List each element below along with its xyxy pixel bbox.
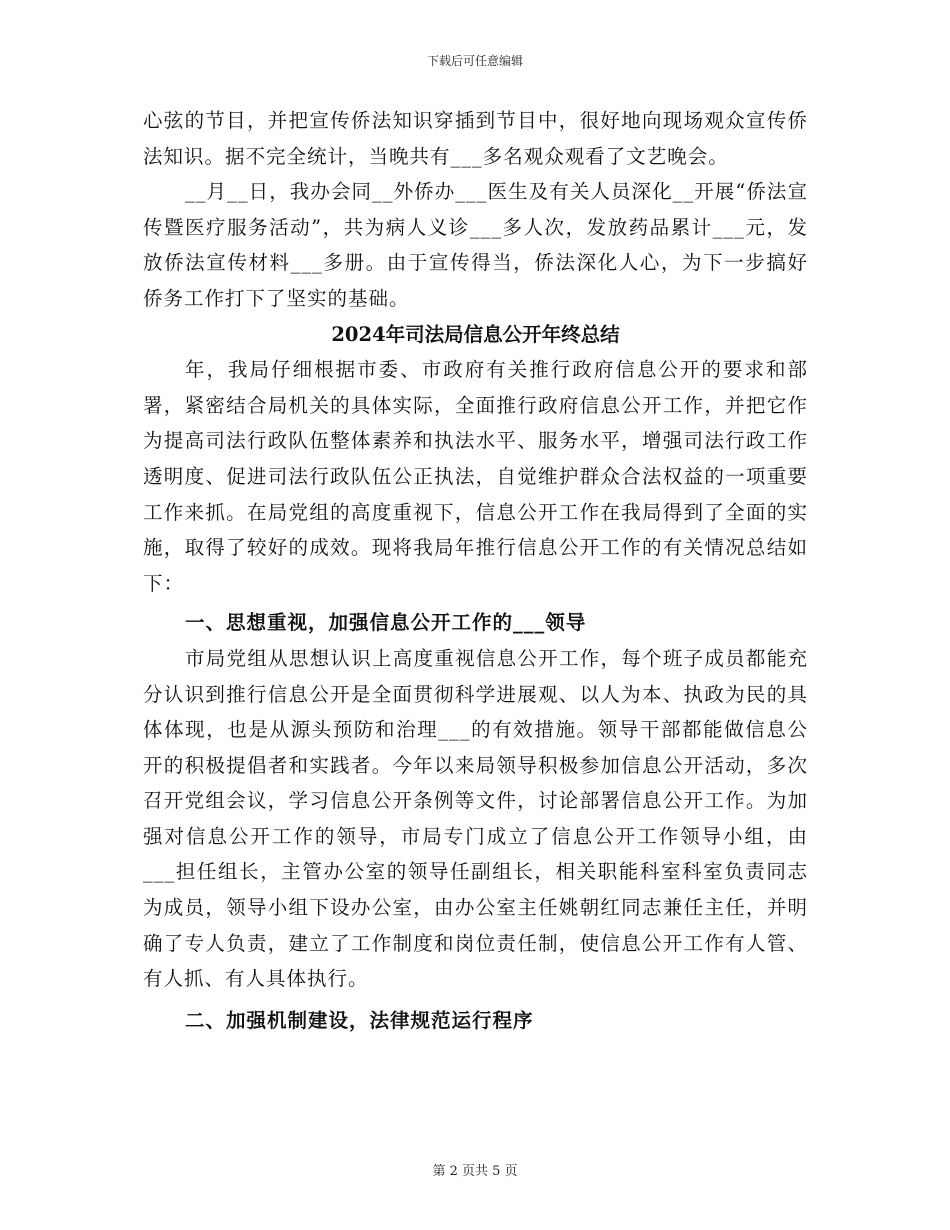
paragraph-3: 年，我局仔细根据市委、市政府有关推行政府信息公开的要求和部署，紧密结合局机关的具体实际，全面推行政府信息公开工作，并把它作为提高司法行政队伍整体素养和执法水平、服务水平，增强司法行政工作透明度、促进司法行政队伍公正执法，自觉维护群众合法权益的一项重要工作来抓。在局党组的高度重视下，信息公开工作在我局得到了全面的实施，取得了较好的成效。现将我局年推行信息公开工作的有关情况总结如下： xyxy=(143,358,808,595)
page-footer: 第 2 页共 5 页 xyxy=(432,1164,518,1179)
document-body xyxy=(143,103,808,1038)
page-header: 下载后可任意编辑 xyxy=(426,54,523,68)
paragraph-4: 市局党组从思想认识上高度重视信息公开工作，每个班子成员都能充分认识到推行信息公开是全面贯彻科学进展观、以人为本、执政为民的具体体现，也是从源头预防和治理___的有效措施。领导干部都能做信息公开的积极提倡者和实践者。今年以来局领导积极参加信息公开活动，多次召开党组会议，学习信息公开条例等文件，讨论部署信息公开工作。为加强对信息公开工作的领导，市局专门成立了信息公开工作领导小组，由___担任组长，主管办公室的领导任副组长，相关职能科室科室负责同志为成员，领导小组下设办公室，由办公室主任姚朝红同志兼任主任，并明确了专人负责，建立了工作制度和岗位责任制，使信息公开工作有人管、有人抓、有人具体执行。 xyxy=(143,646,808,991)
paragraph-1: 心弦的节目，并把宣传侨法知识穿插到节目中，很好地向现场观众宣传侨法知识。据不完全统计，当晚共有___多名观众观看了文艺晚会。 xyxy=(143,109,808,168)
paragraph-2: __月__日，我办会同__外侨办___医生及有关人员深化__开展“侨法宣传暨医疗服务活动”，共为病人义诊___多人次，发放药品累计___元，发放侨法宣传材料___多册。由于宣传得当，侨法深化人心，为下一步搞好侨务工作打下了坚实的基础。 xyxy=(143,180,808,310)
section-heading-2: 二、加强机制建设，法律规范运行程序 xyxy=(185,1008,534,1032)
section-heading-1: 一、思想重视，加强信息公开工作的___领导 xyxy=(185,611,587,635)
document-title: 2024年司法局信息公开年终总结 xyxy=(331,322,620,346)
